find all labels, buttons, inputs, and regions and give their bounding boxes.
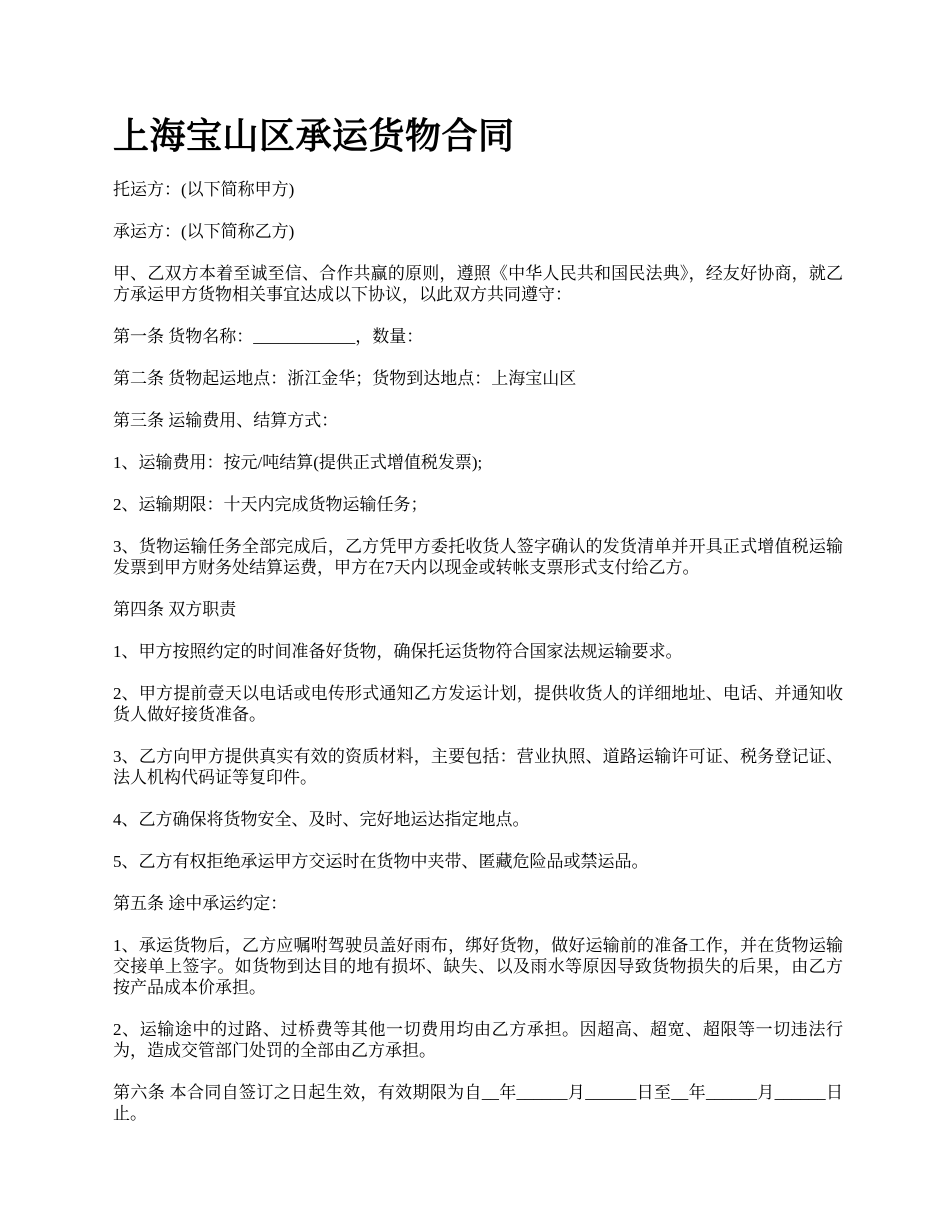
article-2-locations: 第二条 货物起运地点：浙江金华；货物到达地点：上海宝山区	[113, 369, 577, 388]
carrier-line: 承运方：(以下简称乙方)	[113, 222, 295, 241]
consignor-line: 托运方：(以下简称甲方)	[113, 180, 295, 199]
article-3-heading: 第三条 运输费用、结算方式：	[113, 411, 339, 430]
article-3-item-3: 3、货物运输任务全部完成后，乙方凭甲方委托收货人签字确认的发货清单并开具正式增值税运输发票到甲方财务处结算运费，甲方在7天内以现金或转帐支票形式支付给乙方。	[113, 537, 843, 577]
article-4-item-4: 4、乙方确保将货物安全、及时、完好地运达指定地点。	[113, 810, 530, 829]
article-4-item-2: 2、甲方提前壹天以电话或电传形式通知乙方发运计划，提供收货人的详细地址、电话、并通知收货人做好接货准备。	[113, 684, 843, 724]
article-5-item-2: 2、运输途中的过路、过桥费等其他一切费用均由乙方承担。因超高、超宽、超限等一切违法行为，造成交管部门处罚的全部由乙方承担。	[113, 1020, 843, 1060]
article-5-item-1: 1、承运货物后，乙方应嘱咐驾驶员盖好雨布，绑好货物，做好运输前的准备工作，并在货物运输交接单上签字。如货物到达目的地有损坏、缺失、以及雨水等原因导致货物损失的后果，由乙方按产品成本价承担。	[113, 936, 843, 997]
article-4-item-3: 3、乙方向甲方提供真实有效的资质材料，主要包括：营业执照、道路运输许可证、税务登记证、法人机构代码证等复印件。	[113, 747, 843, 787]
article-1-goods: 第一条 货物名称：____________，数量：	[113, 327, 424, 346]
document-title: 上海宝山区承运货物合同	[113, 116, 515, 156]
contract-document	[113, 110, 843, 1145]
preamble-paragraph: 甲、乙双方本着至诚至信、合作共赢的原则，遵照《中华人民共和国民法典》，经友好协商，就乙方承运甲方货物相关事宜达成以下协议，以此双方共同遵守：	[113, 264, 843, 304]
article-6-validity: 第六条 本合同自签订之日起生效，有效期限为自__年______月______日至__年______月______日止。	[113, 1083, 843, 1123]
article-4-item-1: 1、甲方按照约定的时间准备好货物，确保托运货物符合国家法规运输要求。	[113, 642, 683, 661]
article-5-heading: 第五条 途中承运约定：	[113, 894, 288, 913]
article-4-heading: 第四条 双方职责	[113, 600, 237, 619]
article-3-item-1: 1、运输费用：按元/吨结算(提供正式增值税发票);	[113, 453, 483, 472]
article-3-item-2: 2、运输期限：十天内完成货物运输任务；	[113, 495, 428, 514]
article-4-item-5: 5、乙方有权拒绝承运甲方交运时在货物中夹带、匿藏危险品或禁运品。	[113, 852, 649, 871]
